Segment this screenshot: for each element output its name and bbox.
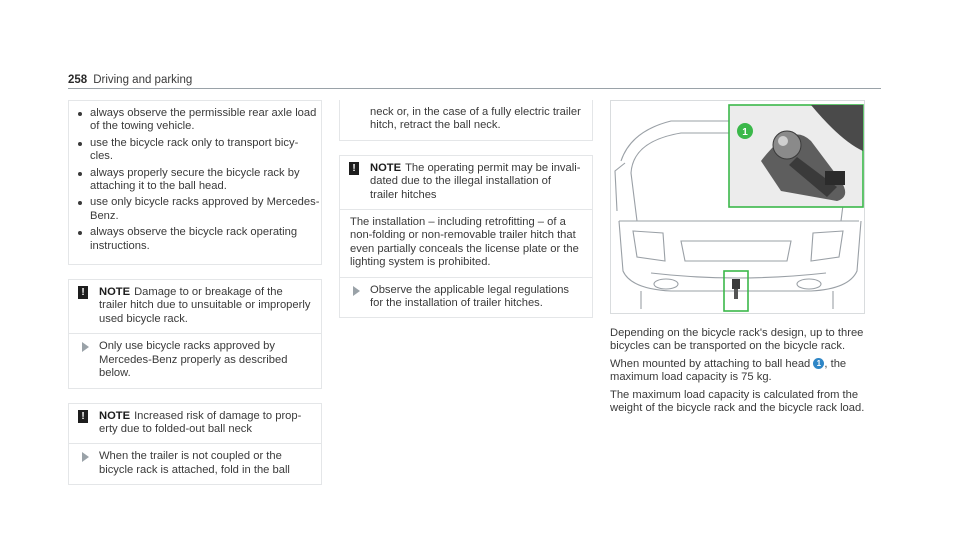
note-header [340, 156, 592, 210]
figure-callout-label: 1 [742, 127, 748, 138]
list-item-text: always observe the permissible rear axle load of the towing vehicle. [90, 107, 317, 133]
bullet-list [69, 101, 321, 264]
note-text: Damage to or breakage of the trailer hitch due to unsuitable or improperly used bicycle rack. [99, 286, 311, 325]
bullet-list-box [68, 100, 322, 265]
list-item-text: always observe the bicycle rack operating instructions. [90, 226, 298, 252]
paragraph [610, 358, 881, 385]
left-column [68, 100, 322, 485]
note-header [69, 280, 321, 334]
paragraph-text: , the maximum load capacity is 75 kg. [610, 357, 847, 384]
note-continuation [339, 100, 593, 141]
bullet-icon [78, 201, 82, 205]
bullet-icon [78, 142, 82, 146]
note-step [340, 278, 592, 318]
list-item-text: always properly secure the bicycle rack by attaching it to the ball head. [90, 166, 300, 193]
right-column [610, 100, 881, 419]
step-arrow-icon [82, 342, 89, 352]
section-title: Driving and parking [93, 74, 193, 86]
middle-column [339, 100, 593, 318]
step-text: Observe the applicable legal regulations for the installation of trailer hitches. [370, 283, 570, 310]
note-box-ball-neck [68, 403, 322, 486]
list-item-text: use the bicycle rack only to transport bicy- cles. [90, 136, 299, 163]
step-arrow-icon [353, 286, 360, 296]
step-arrow-icon [82, 452, 89, 462]
list-item [69, 107, 321, 134]
continued-text: neck or, in the case of a fully electric trailer hitch, retract the ball neck. [370, 106, 581, 132]
note-step [69, 444, 321, 484]
note-step [69, 334, 321, 387]
list-item [69, 137, 321, 164]
note-body-text [340, 210, 592, 278]
list-item-text: use only bicycle racks approved by Mercedes-Benz. [90, 196, 320, 222]
bullet-icon [78, 112, 82, 116]
paragraph: The maximum load capacity is calculated from the weight of the bicycle rack and the bicycle rack load. [610, 388, 865, 415]
note-title: NOTE [370, 161, 402, 174]
step-text: Only use bicycle racks approved by Mercedes-Benz properly as described below. [99, 340, 288, 380]
list-item [69, 167, 321, 194]
paragraph-text: When mounted by attaching to ball head [610, 357, 811, 370]
note-title: NOTE [99, 409, 131, 422]
vehicle-rear-illustration [611, 101, 864, 313]
note-box-permit [339, 155, 593, 319]
paragraph: Depending on the bicycle rack's design, up to three bicycles can be transported on the bicycle rack. [610, 327, 864, 353]
note-title: NOTE [99, 286, 131, 299]
page-header [68, 74, 881, 89]
reference-badge-icon: 1 [813, 358, 824, 369]
list-item [69, 196, 321, 223]
trailer-hitch-figure [610, 100, 865, 314]
note-paragraph: The installation – including retrofitting – of a non-folding or non-removable trailer hitch that even partially conceals the license plate or the lighting system is prohibited. [350, 216, 579, 269]
list-item [69, 226, 321, 253]
bullet-icon [78, 172, 82, 176]
warning-icon: ! [349, 162, 359, 175]
bullet-icon [78, 231, 82, 235]
note-box-damage [68, 279, 322, 388]
step-text: When the trailer is not coupled or the bicycle rack is attached, fold in the ball [99, 450, 290, 476]
warning-icon: ! [78, 410, 88, 423]
description-text [610, 327, 881, 415]
note-header [69, 404, 321, 445]
page-number: 258 [68, 74, 88, 86]
note-text: The operating permit may be invali- dated due to the illegal installation of trailer hitches [370, 161, 581, 201]
note-text: Increased risk of damage to prop- erty due to folded-out ball neck [99, 409, 302, 435]
warning-icon: ! [78, 286, 88, 299]
